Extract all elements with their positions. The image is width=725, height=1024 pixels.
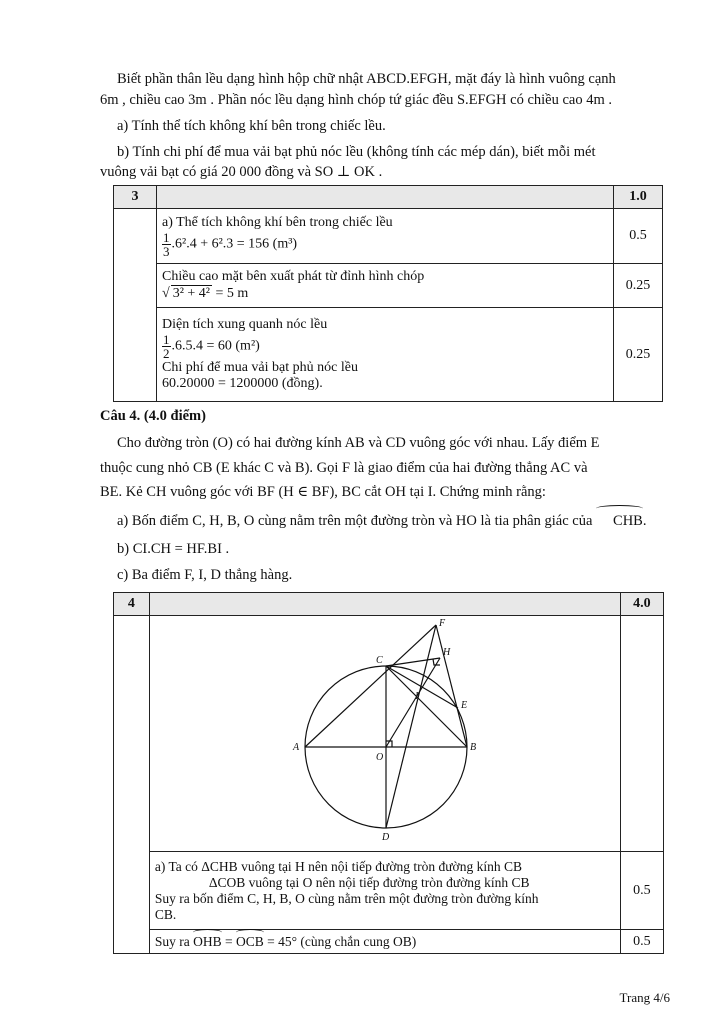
page-number: Trang 4/6 — [619, 990, 670, 1005]
label-c: C — [375, 655, 383, 666]
question-4c: c) Ba điểm F, I, D thẳng hàng. — [117, 567, 293, 583]
table3-c-title: Diện tích xung quanh nóc lều — [162, 317, 328, 332]
intro-line-2: 6m , chiều cao 3m . Phần nóc lều dạng hình chóp tứ giác đều S.EFGH có chiều cao 4m . — [100, 92, 613, 108]
table4-a-line-3: Suy ra bốn điểm C, H, B, O cùng nằm trên một đường tròn đường kính — [154, 890, 539, 906]
table3-b-radicand: 3² + 4² — [172, 286, 210, 301]
table4-points: 4.0 — [620, 593, 663, 616]
table4-a-line-4: CB. — [154, 906, 177, 922]
label-f: F — [438, 618, 445, 629]
label-o: O — [375, 752, 384, 763]
intro-line-1: Biết phần thân lều dạng hình hộp chữ nhật ABCD.EFGH, mặt đáy là hình vuông cạnh — [117, 71, 616, 87]
table3-points: 1.0 — [614, 186, 663, 209]
table3-a-expr: .6².4 + 6².3 = 156 (m³) — [171, 236, 298, 252]
label-i: I — [414, 691, 419, 702]
table3-c-expr: .6.5.4 = 60 (m²) — [171, 338, 260, 354]
question-3b-line-2: vuông vải bạt có giá 20 000 đồng và SO ⊥ OK . — [100, 164, 383, 180]
line-ch — [386, 658, 440, 666]
table3-c-expr2: 60.20000 = 1200000 (đồng). — [162, 376, 323, 391]
cau4-paragraph-3: BE. Kẻ CH vuông góc với BF (H ∈ BF), BC cắt OH tại I. Chứng minh rằng: — [100, 484, 546, 500]
line-acf — [305, 625, 436, 747]
table3-c-pts: 0.25 — [614, 308, 663, 402]
table4-b-pts: 0.5 — [620, 930, 663, 954]
table3-c-title2: Chi phí để mua vải bạt phủ nóc lều — [162, 360, 358, 375]
label-d: D — [381, 832, 390, 843]
question-4a: a) Bốn điểm C, H, B, O cùng nằm trên một đường tròn và HO là tia phân giác của CHB. — [100, 510, 672, 532]
answer-table-3: 3 1.0 a) Thể tích không khí bên trong chiếc lều $\frac{1}{3}$ .6².4 + 6².3 = 156 (m³) 0.5 Chiều cao mặt bên xuất phát từ đỉnh hình chóp √ 3² + 4² = 5 m 0.25 Diện tích xung quanh nóc lều $\frac{1}{2}$ .6.5.4 = 60 (m²) Chi phí để mua vải bạt phủ nóc lều 60.20000 = 1200000 (đồng). 0.25 — [113, 185, 663, 402]
line-bef — [436, 625, 467, 747]
line-df — [386, 625, 436, 828]
cau4-heading: Câu 4. (4.0 điểm) — [100, 408, 206, 424]
table3-b-result: = 5 m — [215, 286, 249, 301]
label-a: A — [292, 742, 299, 753]
fraction: $\frac{1}{3}$ — [163, 229, 170, 259]
table4-b-line: Suy ra OHB = OCB = 45° (cùng chắn cung OB) — [149, 930, 620, 954]
table4-a-line-2: ΔCOB vuông tại O nên nội tiếp đường tròn đường kính CB — [208, 874, 530, 890]
table4-a-line-1: a) Ta có ΔCHB vuông tại H nên nội tiếp đường tròn đường kính CB — [154, 858, 522, 874]
cau4-paragraph-2: thuộc cung nhỏ CB (E khác C và B). Gọi F là giao điểm của hai đường thẳng AC và — [100, 460, 588, 476]
answer-table-4 — [113, 592, 664, 954]
label-e: E — [460, 700, 467, 711]
table3-b-title: Chiều cao mặt bên xuất phát từ đỉnh hình chóp — [162, 269, 425, 284]
table4-number: 4 — [114, 593, 150, 616]
question-3b-line-1: b) Tính chi phí để mua vải bạt phủ nóc lều (không tính các mép dán), biết mỗi mét — [117, 144, 596, 160]
table3-b-pts: 0.25 — [614, 264, 663, 308]
table4-a-pts: 0.5 — [620, 852, 663, 930]
table3-a-title: a) Thể tích không khí bên trong chiếc lều — [162, 214, 393, 230]
table3-a-pts: 0.5 — [614, 209, 663, 264]
geometry-figure — [150, 616, 620, 846]
fraction: $\frac{1}{2}$ — [163, 332, 170, 361]
question-4b: b) CI.CH = HF.BI . — [117, 541, 230, 557]
question-3a: a) Tính thể tích không khí bên trong chiếc lều. — [117, 118, 386, 134]
label-b: B — [469, 742, 476, 753]
label-h: H — [442, 647, 451, 658]
cau4-paragraph-1: Cho đường tròn (O) có hai đường kính AB và CD vuông góc với nhau. Lấy điểm E — [117, 435, 600, 451]
table3-number: 3 — [114, 186, 157, 209]
